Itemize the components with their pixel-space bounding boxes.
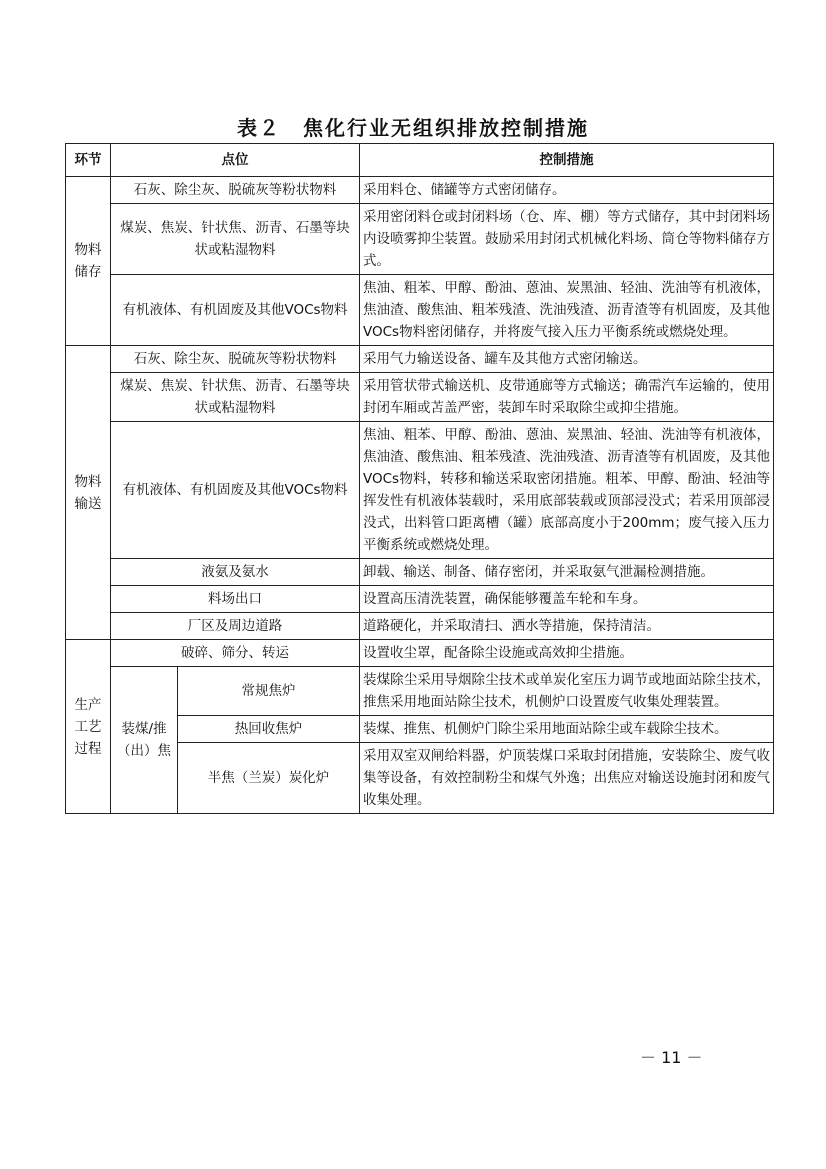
- table-row: [66, 586, 774, 613]
- measure-cell: 道路硬化，并采取清扫、洒水等措施，保持清洁。: [360, 613, 774, 640]
- section-production: 生产 工艺 过程: [66, 640, 111, 814]
- measure-cell: 采用双室双闸给料器，炉顶装煤口采取封闭措施，安装除尘、废气收集等设备，有效控制粉尘和煤气外逸；出焦应对输送设施封闭和废气收集处理。: [360, 743, 774, 814]
- point-cell: 热回收焦炉: [178, 716, 360, 743]
- page-number: － 11 －: [640, 1048, 703, 1067]
- measure-cell: 焦油、粗苯、甲醇、酚油、蒽油、炭黑油、轻油、洗油等有机液体，焦油渣、酸焦油、粗苯残渣、洗油残渣、沥青渣等有机固废，及其他VOCs物料，转移和输送采取密闭措施。粗苯、甲醇、酚油、轻油等挥发性有机液体装载时，采用底部装载或顶部浸没式；若采用顶部浸没式，出料管口距离槽（罐）底部高度小于200mm；废气接入压力平衡系统或燃烧处理。: [360, 422, 774, 559]
- measure-cell: 卸载、输送、制备、储存密闭，并采取氨气泄漏检测措施。: [360, 559, 774, 586]
- section-storage: 物料 储存: [66, 177, 111, 346]
- control-measures-table: [65, 143, 774, 814]
- point-cell: 煤炭、焦炭、针状焦、沥青、石墨等块状或粘湿物料: [111, 204, 360, 275]
- measure-cell: 采用气力输送设备、罐车及其他方式密闭输送。: [360, 346, 774, 373]
- point-cell: 破碎、筛分、转运: [111, 640, 360, 667]
- table-row: [66, 640, 774, 667]
- table-row: [66, 373, 774, 422]
- section-transport: 物料 输送: [66, 346, 111, 640]
- point-cell: 厂区及周边道路: [111, 613, 360, 640]
- table-row: [66, 177, 774, 204]
- table-row: [66, 204, 774, 275]
- point-cell: 有机液体、有机固废及其他VOCs物料: [111, 422, 360, 559]
- table-row: [66, 559, 774, 586]
- header-measure: 控制措施: [360, 144, 774, 177]
- measure-cell: 装煤除尘采用导烟除尘技术或单炭化室压力调节或地面站除尘技术，推焦采用地面站除尘技术，机侧炉口设置废气收集处理装置。: [360, 667, 774, 716]
- page-title: 表２ 焦化行业无组织排放控制措施: [237, 116, 589, 140]
- table-row: [66, 667, 774, 716]
- measure-cell: 设置高压清洗装置，确保能够覆盖车轮和车身。: [360, 586, 774, 613]
- group-cell: 装煤/推（出）焦: [111, 667, 178, 814]
- table-header-row: [66, 144, 774, 177]
- measure-cell: 焦油、粗苯、甲醇、酚油、蒽油、炭黑油、轻油、洗油等有机液体，焦油渣、酸焦油、粗苯残渣、洗油残渣、沥青渣等有机固废，及其他VOCs物料密闭储存，并将废气接入压力平衡系统或燃烧处理。: [360, 275, 774, 346]
- table-row: [66, 275, 774, 346]
- point-cell: 液氨及氨水: [111, 559, 360, 586]
- point-cell: 煤炭、焦炭、针状焦、沥青、石墨等块状或粘湿物料: [111, 373, 360, 422]
- point-cell: 石灰、除尘灰、脱硫灰等粉状物料: [111, 177, 360, 204]
- measure-cell: 采用料仓、储罐等方式密闭储存。: [360, 177, 774, 204]
- measure-cell: 采用管状带式输送机、皮带通廊等方式输送；确需汽车运输的，使用封闭车厢或苫盖严密，装卸车时采取除尘或抑尘措施。: [360, 373, 774, 422]
- measure-cell: 设置收尘罩，配备除尘设施或高效抑尘措施。: [360, 640, 774, 667]
- point-cell: 常规焦炉: [178, 667, 360, 716]
- measure-cell: 装煤、推焦、机侧炉门除尘采用地面站除尘或车载除尘技术。: [360, 716, 774, 743]
- point-cell: 石灰、除尘灰、脱硫灰等粉状物料: [111, 346, 360, 373]
- table-row: [66, 613, 774, 640]
- header-point: 点位: [111, 144, 360, 177]
- point-cell: 料场出口: [111, 586, 360, 613]
- measure-cell: 采用密闭料仓或封闭料场（仓、库、棚）等方式储存，其中封闭料场内设喷雾抑尘装置。鼓励采用封闭式机械化料场、筒仓等物料储存方式。: [360, 204, 774, 275]
- table-row: [66, 346, 774, 373]
- point-cell: 有机液体、有机固废及其他VOCs物料: [111, 275, 360, 346]
- table-row: [66, 422, 774, 559]
- header-env: 环节: [66, 144, 111, 177]
- point-cell: 半焦（兰炭）炭化炉: [178, 743, 360, 814]
